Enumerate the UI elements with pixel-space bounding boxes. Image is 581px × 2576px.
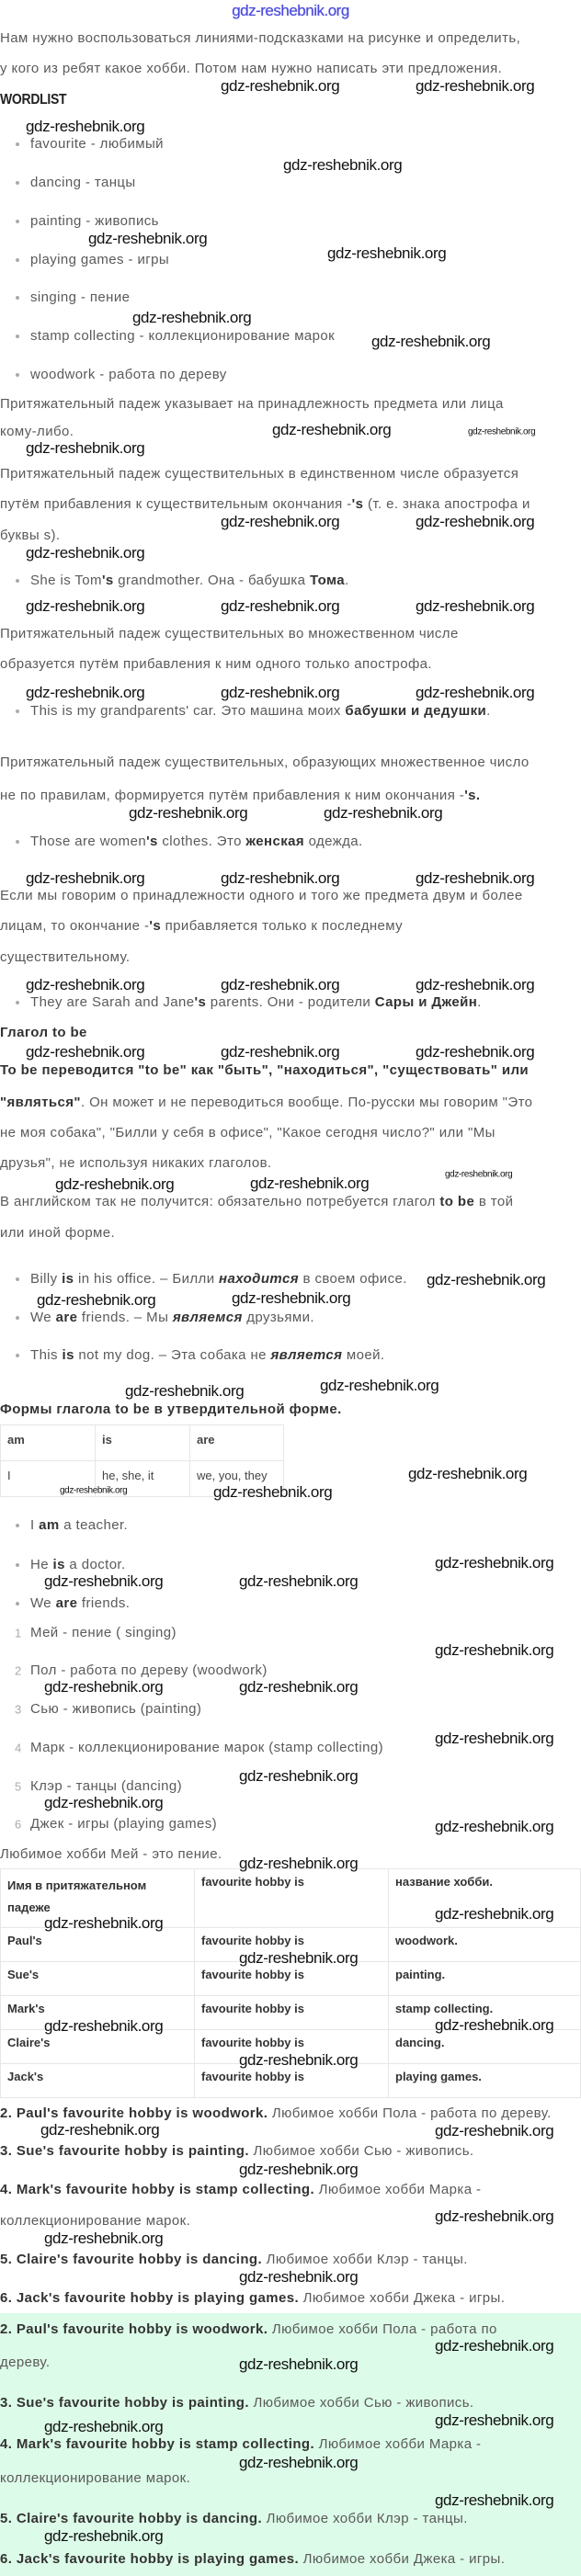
table-cell: playing games. [389,2064,581,2098]
watermark: gdz-reshebnik.org [44,2017,164,2035]
watermark: gdz-reshebnik.org [26,1043,145,1061]
watermark: gdz-reshebnik.org [435,1905,554,1923]
table-cell: favourite hobby is [195,1928,389,1962]
text-segment: моей. [342,1347,385,1363]
watermark: gdz-reshebnik.org [272,421,392,438]
example-item [30,1271,407,1288]
table-cell: painting. [389,1962,581,1996]
text-segment: лицам, то окончание - [0,918,150,934]
bullet-icon [16,181,19,185]
text-segment: одежда. [304,834,363,849]
watermark: gdz-reshebnik.org [221,684,340,701]
emphasized-text: женская [245,834,304,849]
paragraph-line [0,656,432,673]
watermark: gdz-reshebnik.org [408,1465,528,1482]
text-segment: not my dog. – Эта собака не [74,1347,271,1363]
emphasized-text: является [270,1347,343,1363]
wordlist-heading [0,89,66,108]
watermark: gdz-reshebnik.org [44,1914,164,1932]
example-item [30,994,482,1011]
numbered-item [30,1662,268,1679]
watermark: gdz-reshebnik.org [44,2230,164,2247]
emphasized-text: is [62,1347,74,1363]
text-segment: friends. [77,1595,131,1611]
watermark: gdz-reshebnik.org [44,1678,164,1696]
table-cell: we, you, they [190,1461,284,1497]
emphasized-text: 3. Sue's favourite hobby is painting. [0,2395,249,2411]
bullet-icon [16,1354,19,1357]
table-cell: he, she, it [96,1461,190,1497]
text-segment: They are Sarah and Jane [30,994,195,1010]
watermark: gdz-reshebnik.org [125,1382,245,1400]
text-segment: коллекционирование марок. [0,2213,191,2229]
emphasized-text: is [52,1557,65,1572]
table-cell: I [1,1461,96,1497]
emphasized-text: are [55,1310,78,1325]
text-segment: I [30,1517,40,1533]
table-cell: Jack's [1,2064,195,2098]
bullet-icon [16,1277,19,1281]
watermark: gdz-reshebnik.org [435,2016,554,2034]
table-cell: stamp collecting. [389,1996,581,2030]
watermark: gdz-reshebnik.org [283,156,403,174]
watermark: gdz-reshebnik.org [26,544,145,562]
paragraph-line [0,466,518,482]
watermark: gdz-reshebnik.org [435,2207,554,2225]
watermark: gdz-reshebnik.org [320,1377,439,1394]
watermark: gdz-reshebnik.org [239,2268,359,2286]
bullet-icon [16,1316,19,1320]
text-segment: Любимое хобби Мей - это пение. [0,1846,222,1862]
example-item [30,1517,128,1534]
text-segment: Любимое хобби Сью - живопись. [248,2143,474,2159]
watermark: gdz-reshebnik.org [435,1730,554,1747]
emphasized-text: 2. Paul's favourite hobby is woodwork. [0,2105,268,2121]
example-item [30,1557,126,1573]
table-cell: Paul's [1,1928,195,1962]
paragraph-line [0,424,74,440]
table-cell: woodwork. [389,1928,581,1962]
table-cell: Sue's [1,1962,195,1996]
watermark: gdz-reshebnik.org [416,976,535,993]
bullet-icon [16,1563,19,1567]
watermark: gdz-reshebnik.org [26,684,145,701]
text-segment: прибавляется только к последнему [161,918,404,934]
watermark: gdz-reshebnik.org [88,230,208,247]
list-number: 6 [15,1817,22,1832]
text-segment: She is Tom [30,573,102,588]
paragraph-line [0,755,530,771]
text-segment: a teacher. [59,1517,129,1533]
text-segment: We [30,1310,56,1325]
list-number: 3 [15,1702,22,1717]
text-segment: Любимое хобби Джека - игры. [299,2551,506,2567]
text-segment: . [477,994,482,1010]
watermark: gdz-reshebnik.org [129,804,248,822]
text-segment: Притяжательный падеж существительных в единственном числе образуется [0,466,519,482]
watermark: gdz-reshebnik.org [435,2337,554,2355]
list-number: 1 [15,1626,22,1640]
watermark: gdz-reshebnik.org [26,976,145,993]
text-segment: This [30,1347,63,1363]
table-header-cell: название хобби. [389,1869,581,1928]
table-cell: favourite hobby is [195,2064,389,2098]
table-cell: favourite hobby is [195,2030,389,2064]
text-segment: . Он может и не переводиться вообще. По-русски мы говорим "Это [80,1095,533,1110]
table-cell: dancing. [389,2030,581,2064]
emphasized-text: Сары и Джейн [374,994,478,1010]
text-segment: This is my grandparents' car. Это машина моих [30,703,346,719]
list-number: 5 [15,1779,22,1794]
emphasized-text: 6. Jack's favourite hobby is playing games. [0,2551,300,2567]
watermark: gdz-reshebnik.org [435,2411,554,2429]
watermark: gdz-reshebnik.org [371,333,491,350]
answer-line [0,2182,481,2198]
emphasized-text: is [62,1271,74,1287]
bullet-icon [16,220,19,223]
watermark: gdz-reshebnik.org [327,244,447,262]
paragraph-line [0,1155,272,1172]
highlighted-answer-line [0,2470,190,2487]
text-segment: буквы s). [0,528,61,543]
site-logo[interactable]: gdz-reshebnik.org [232,2,349,19]
watermark: gdz-reshebnik.org [435,1554,554,1572]
text-segment: friends. – Мы [77,1310,173,1325]
text-segment: Любимое хобби Пола - работа по дереву. [268,2105,552,2121]
bullet-icon [16,709,19,713]
numbered-item [30,1625,177,1641]
watermark: gdz-reshebnik.org [239,2454,359,2471]
watermark: gdz-reshebnik.org [44,2527,164,2545]
watermark: gdz-reshebnik.org [232,1289,351,1307]
watermark: gdz-reshebnik.org [239,1767,359,1785]
text-segment: favourite - любимый [30,136,164,152]
text-segment: не по правилам, формируется путём прибавления к ним окончания - [0,788,465,803]
text-segment: in his office. – Билли [74,1271,220,1287]
text-segment: Сью - живопись (painting) [30,1701,202,1717]
table-cell: favourite hobby is [195,1996,389,2030]
watermark: gdz-reshebnik.org [239,2161,359,2178]
watermark: gdz-reshebnik.org [44,1794,164,1811]
paragraph-line [0,918,403,935]
example-item [30,573,349,589]
text-segment: Клэр - танцы (dancing) [30,1778,183,1794]
table-cell: favourite hobby is [195,1962,389,1996]
watermark: gdz-reshebnik.org [239,1678,359,1696]
numbered-item [30,1778,182,1795]
emphasized-text: To be переводится "to be" как "быть", "находиться", "существовать" или [0,1062,530,1078]
watermark: gdz-reshebnik.org [324,804,443,822]
watermark: gdz-reshebnik.org [239,1949,359,1967]
intro-line [0,30,520,47]
text-segment: Притяжательный падеж указывает на принадлежность предмета или лица [0,396,504,412]
emphasized-text: am [39,1517,60,1533]
example-item [30,703,491,720]
text-segment: Любимое хобби Клэр - танцы. [262,2511,468,2526]
answer-line [0,2252,468,2268]
text-segment: друзьями. [242,1310,314,1325]
emphasized-text: 6. Jack's favourite hobby is playing games. [0,2290,300,2306]
text-segment: woodwork - работа по дереву [30,367,227,382]
watermark: gdz-reshebnik.org [26,439,145,457]
text-segment: Притяжательный падеж существительных, образующих множественное число [0,755,530,770]
bullet-icon [16,258,19,262]
text-segment: dancing - танцы [30,175,136,190]
watermark: gdz-reshebnik.org [26,869,145,887]
text-segment: Притяжательный падеж существительных во множественном числе [0,626,459,641]
table-header-cell: are [190,1425,284,1461]
wordlist-item [30,175,136,191]
answer-line [0,2143,473,2160]
watermark: gdz-reshebnik.org [44,2418,164,2435]
watermark: gdz-reshebnik.org [468,426,536,437]
example-item [30,1595,130,1612]
watermark: gdz-reshebnik.org [60,1485,128,1496]
text-segment: . [345,573,349,588]
text-segment: существительному. [0,949,131,965]
emphasized-text: 4. Mark's favourite hobby is stamp collecting. [0,2182,315,2197]
answer-line [0,2105,552,2122]
watermark: gdz-reshebnik.org [435,2122,554,2139]
text-segment: друзья", не используя никаких глаголов. [0,1155,272,1171]
watermark: gdz-reshebnik.org [250,1175,370,1192]
watermark: gdz-reshebnik.org [44,1572,164,1590]
highlighted-answer-line [0,2551,505,2568]
text-segment: . [486,703,491,719]
watermark: gdz-reshebnik.org [239,1572,359,1590]
emphasized-text: "являться" [0,1095,81,1110]
list-number: 4 [15,1741,22,1755]
emphasized-text: 's [146,834,158,849]
text-segment: (т. е. знака апострофа и [363,496,530,512]
watermark: gdz-reshebnik.org [239,1855,359,1872]
table-row [1,1425,284,1461]
text-segment: в той [474,1194,514,1209]
highlighted-answer-line [0,2355,50,2371]
table-cell: Claire's [1,2030,195,2064]
text-segment: Любимое хобби Марка - [314,2436,482,2452]
watermark: gdz-reshebnik.org [416,77,535,95]
watermark: gdz-reshebnik.org [26,118,145,135]
text-segment: Любимое хобби Клэр - танцы. [262,2252,468,2267]
watermark: gdz-reshebnik.org [239,2355,359,2373]
text-segment: Любимое хобби Марка - [314,2182,482,2197]
watermark: gdz-reshebnik.org [221,869,340,887]
text-segment: коллекционирование марок. [0,2470,191,2486]
text-segment: Джек - игры (playing games) [30,1816,218,1832]
text-segment: a doctor. [64,1557,126,1572]
watermark: gdz-reshebnik.org [213,1483,333,1501]
text-segment: playing games - игры [30,252,170,267]
emphasized-text: 's [149,918,162,934]
wordlist-item [30,367,227,383]
table-header-cell: Имя в притяжательном падеже [1,1869,195,1928]
emphasized-text: 's [194,994,207,1010]
emphasized-text: 5. Claire's favourite hobby is dancing. [0,2511,263,2526]
text-segment: образуется путём прибавления к ним одного только апострофа. [0,656,432,672]
numbered-item [30,1701,201,1718]
wordlist-item [30,136,164,153]
text-segment: We [30,1595,56,1611]
watermark: gdz-reshebnik.org [416,597,535,615]
emphasized-text: бабушки и дедушки [345,703,487,719]
text-segment: или иной форме. [0,1225,116,1241]
bullet-icon [16,1524,19,1527]
text-segment: stamp collecting - коллекционирование марок [30,328,336,344]
answer-line [0,2213,190,2230]
text-segment: Любимое хобби Сью - живопись. [248,2395,474,2411]
wordlist-item [30,213,159,230]
text-segment: grandmother. Она - бабушка [113,573,310,588]
paragraph-line [0,396,504,413]
watermark: gdz-reshebnik.org [221,77,340,95]
table-header-cell: is [96,1425,190,1461]
emphasized-text: являемся [172,1310,243,1325]
table-row [1,2064,581,2098]
emphasized-text: to be [439,1194,475,1209]
emphasized-text: 3. Sue's favourite hobby is painting. [0,2143,249,2159]
emphasized-text: находится [219,1271,299,1287]
text-segment: Billy [30,1271,63,1287]
text-segment: кому-либо. [0,424,74,439]
example-item [30,834,363,850]
paragraph-line [0,788,480,804]
highlighted-answer-line [0,2511,468,2527]
text-segment: Формы глагола to be в утвердительной форме. [0,1401,342,1417]
text-segment: painting - живопись [30,213,159,229]
paragraph-line [0,1095,532,1111]
watermark: gdz-reshebnik.org [416,1043,535,1061]
highlighted-answer-line [0,2321,497,2338]
emphasized-text: 's. [464,788,481,803]
example-item [30,1310,314,1326]
highlighted-answer-line [0,2436,481,2453]
watermark: gdz-reshebnik.org [221,597,340,615]
emphasized-text: 2. Paul's favourite hobby is woodwork. [0,2321,268,2337]
watermark: gdz-reshebnik.org [132,309,252,326]
table-cell: Mark's [1,1996,195,2030]
watermark: gdz-reshebnik.org [435,2491,554,2509]
text-segment: путём прибавления к существительным окончания - [0,496,352,512]
table-header-cell: favourite hobby is [195,1869,389,1928]
watermark: gdz-reshebnik.org [221,1043,340,1061]
watermark: gdz-reshebnik.org [221,513,340,530]
emphasized-text: Тома [310,573,346,588]
watermark: gdz-reshebnik.org [40,2121,160,2139]
paragraph-line [0,626,459,642]
bullet-icon [16,1001,19,1004]
list-number: 2 [15,1663,22,1678]
text-segment: Глагол to be [0,1025,87,1040]
wordlist-item [30,252,169,268]
watermark: gdz-reshebnik.org [427,1271,546,1288]
watermark: gdz-reshebnik.org [55,1175,175,1193]
watermark: gdz-reshebnik.org [445,1169,513,1180]
text-segment: Любимое хобби Джека - игры. [299,2290,506,2306]
bullet-icon [16,840,19,844]
text-segment: дереву. [0,2355,51,2370]
watermark: gdz-reshebnik.org [239,2051,359,2069]
paragraph-line [0,528,61,544]
emphasized-text: 5. Claire's favourite hobby is dancing. [0,2252,263,2267]
emphasized-text: 's [351,496,364,512]
paragraph-line [0,1194,513,1210]
paragraph-line [0,1225,115,1242]
section-heading [0,1025,87,1041]
bullet-icon [16,335,19,338]
answer-line [0,2290,505,2307]
paragraph-line [0,949,130,966]
numbered-item [30,1816,217,1833]
paragraph-line [0,1125,496,1141]
text-segment: Любимое хобби Пола - работа по [268,2321,497,2337]
watermark: gdz-reshebnik.org [416,869,535,887]
wordlist-item [30,328,335,345]
bullet-icon [16,579,19,583]
text-segment: Мей - пение ( singing) [30,1625,177,1640]
numbered-item [30,1740,383,1756]
bullet-icon [16,296,19,300]
text-segment: не моя собака", "Билли у себя в офисе", "Какое сегодня число?" или "Мы [0,1125,496,1140]
emphasized-text: are [55,1595,78,1611]
text-segment: В английском так не получится: обязательно потребуется глагол [0,1194,440,1209]
watermark: gdz-reshebnik.org [435,1818,554,1835]
section-heading [0,1401,342,1418]
highlighted-answer-line [0,2395,473,2411]
bullet-icon [16,373,19,377]
emphasized-text: 4. Mark's favourite hobby is stamp collecting. [0,2436,315,2452]
text-segment: Если мы говорим о принадлежности одного и того же предмета двум и более [0,888,523,903]
text-segment: He [30,1557,53,1572]
text-segment: в своем офисе. [298,1271,407,1287]
text-segment: singing - пение [30,289,131,305]
watermark: gdz-reshebnik.org [26,597,145,615]
table-row [1,1962,581,1996]
watermark: gdz-reshebnik.org [435,1641,554,1659]
text-segment: clothes. Это [157,834,246,849]
text-segment: Нам нужно воспользоваться линиями-подсказками на рисунке и определить, [0,30,521,46]
text-segment: Пол - работа по дереву (woodwork) [30,1662,268,1678]
text-segment: у кого из ребят какое хобби. Потом нам нужно написать эти предложения. [0,61,503,76]
watermark: gdz-reshebnik.org [416,684,535,701]
example-item [30,1347,384,1364]
text-segment: Those are women [30,834,147,849]
wordlist-item [30,289,130,306]
paragraph-line [0,496,530,513]
emphasized-text: 's [101,573,114,588]
bullet-icon [16,1602,19,1606]
paragraph-line [0,1062,529,1079]
watermark: gdz-reshebnik.org [37,1291,156,1309]
paragraph-line [0,888,523,904]
text-segment: WORDLIST [0,89,67,108]
table-header-cell: am [1,1425,96,1461]
text-segment: Марк - коллекционирование марок (stamp collecting) [30,1740,383,1755]
text-segment: parents. Они - родители [206,994,375,1010]
bullet-icon [16,142,19,146]
paragraph-line [0,1846,222,1863]
watermark: gdz-reshebnik.org [221,976,340,993]
watermark: gdz-reshebnik.org [416,513,535,530]
intro-line [0,61,502,77]
